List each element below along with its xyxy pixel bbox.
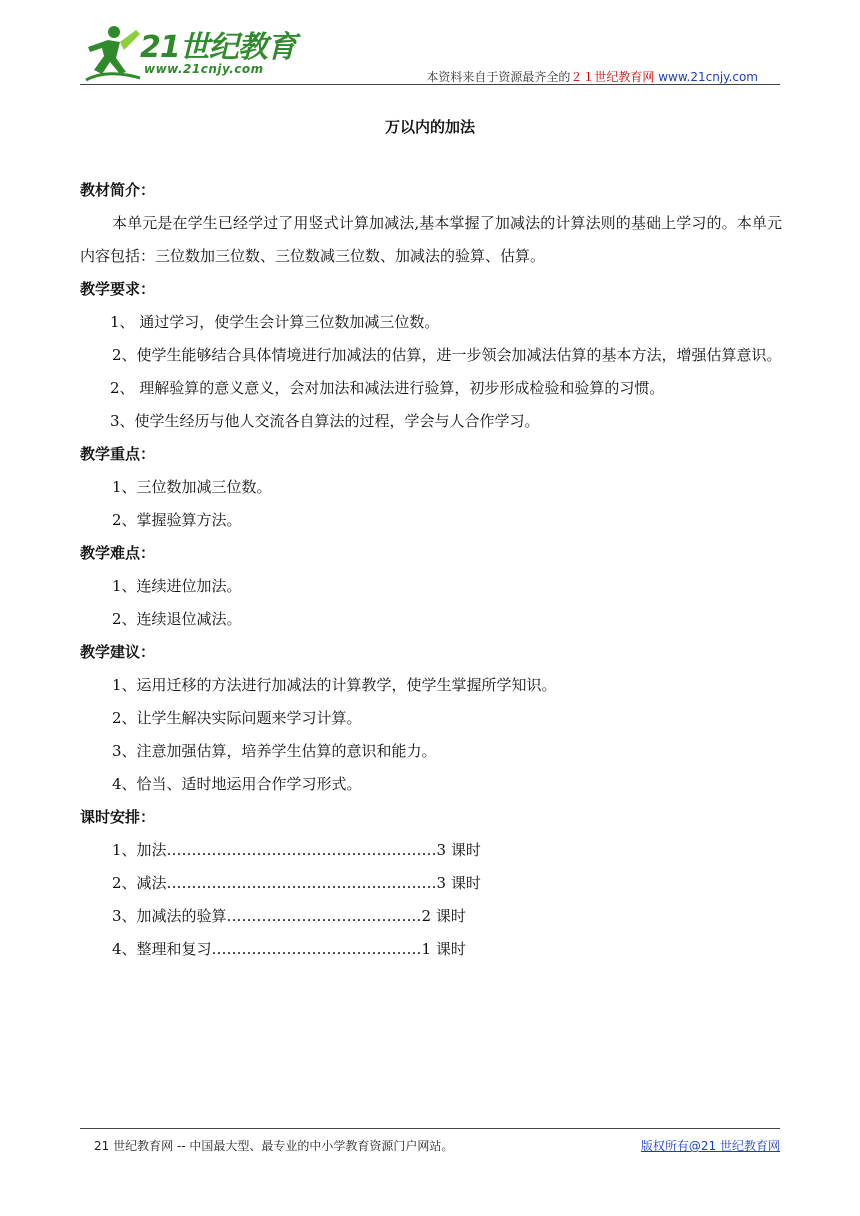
header-divider xyxy=(80,84,780,85)
schedule-item: 1、加法………………………………………………3 课时 xyxy=(112,841,481,859)
suggestion-item: 4、恰当、适时地运用合作学习形式。 xyxy=(112,775,362,793)
difficulty-item: 1、连续进位加法。 xyxy=(112,577,242,595)
logo-text: 21世纪教育 xyxy=(140,30,296,65)
key-point-item: 1、三位数加减三位数。 xyxy=(112,478,272,496)
section-heading-difficulties: 教学难点： xyxy=(80,544,156,562)
schedule-item: 2、减法………………………………………………3 课时 xyxy=(112,874,481,892)
section-heading-suggestions: 教学建议： xyxy=(80,643,156,661)
suggestion-item: 2、让学生解决实际问题来学习计算。 xyxy=(112,709,362,727)
intro-paragraph: 本单元是在学生已经学过了用竖式计算加减法,基本掌握了加减法的计算法则的基础上学习的。本单元内容包括：三位数加三位数、三位数减三位数、加减法的验算、估算。 xyxy=(80,214,782,265)
runner-logo-icon xyxy=(80,22,144,86)
footer-text: 21 世纪教育网 -- 中国最大型、最专业的中小学教育资源门户网站。 xyxy=(94,1139,454,1153)
document-body xyxy=(80,174,782,966)
header-note-prefix: 本资料来自于资源最齐全的 xyxy=(426,70,571,84)
key-point-item: 2、掌握验算方法。 xyxy=(112,511,242,529)
section-heading-requirements: 教学要求： xyxy=(80,280,156,298)
difficulty-item: 2、连续退位减法。 xyxy=(112,610,242,628)
document-title: 万以内的加法 xyxy=(384,118,475,136)
header-note-site: ２１世纪教育网 xyxy=(570,70,655,84)
footer-copyright-link[interactable]: 版权所有@21 世纪教育网 xyxy=(640,1139,780,1153)
logo-url: www.21cnjy.com xyxy=(144,62,264,76)
page-header xyxy=(80,22,780,86)
footer-divider xyxy=(80,1128,780,1129)
site-logo xyxy=(80,22,300,86)
section-heading-schedule: 课时安排： xyxy=(80,808,156,826)
section-heading-key-points: 教学重点： xyxy=(80,445,156,463)
requirement-item: 3、使学生经历与他人交流各自算法的过程，学会与人合作学习。 xyxy=(110,412,540,430)
requirement-item: 2、 理解验算的意义意义，会对加法和减法进行验算，初步形成检验和验算的习惯。 xyxy=(110,379,665,397)
requirement-item: 1、 通过学习，使学生会计算三位数加减三位数。 xyxy=(110,313,440,331)
schedule-item: 4、整理和复习……………………………………1 课时 xyxy=(112,940,466,958)
section-heading-intro: 教材简介： xyxy=(80,181,156,199)
schedule-item: 3、加减法的验算…………………………………2 课时 xyxy=(112,907,466,925)
requirement-item: 2、使学生能够结合具体情境进行加减法的估算，进一步领会加减法估算的基本方法，增强估算意识。 xyxy=(112,346,782,364)
header-note-url[interactable]: www.21cnjy.com xyxy=(658,70,758,84)
suggestion-item: 3、注意加强估算，培养学生估算的意识和能力。 xyxy=(112,742,437,760)
header-note xyxy=(426,68,758,85)
suggestion-item: 1、运用迁移的方法进行加减法的计算教学，使学生掌握所学知识。 xyxy=(112,676,557,694)
